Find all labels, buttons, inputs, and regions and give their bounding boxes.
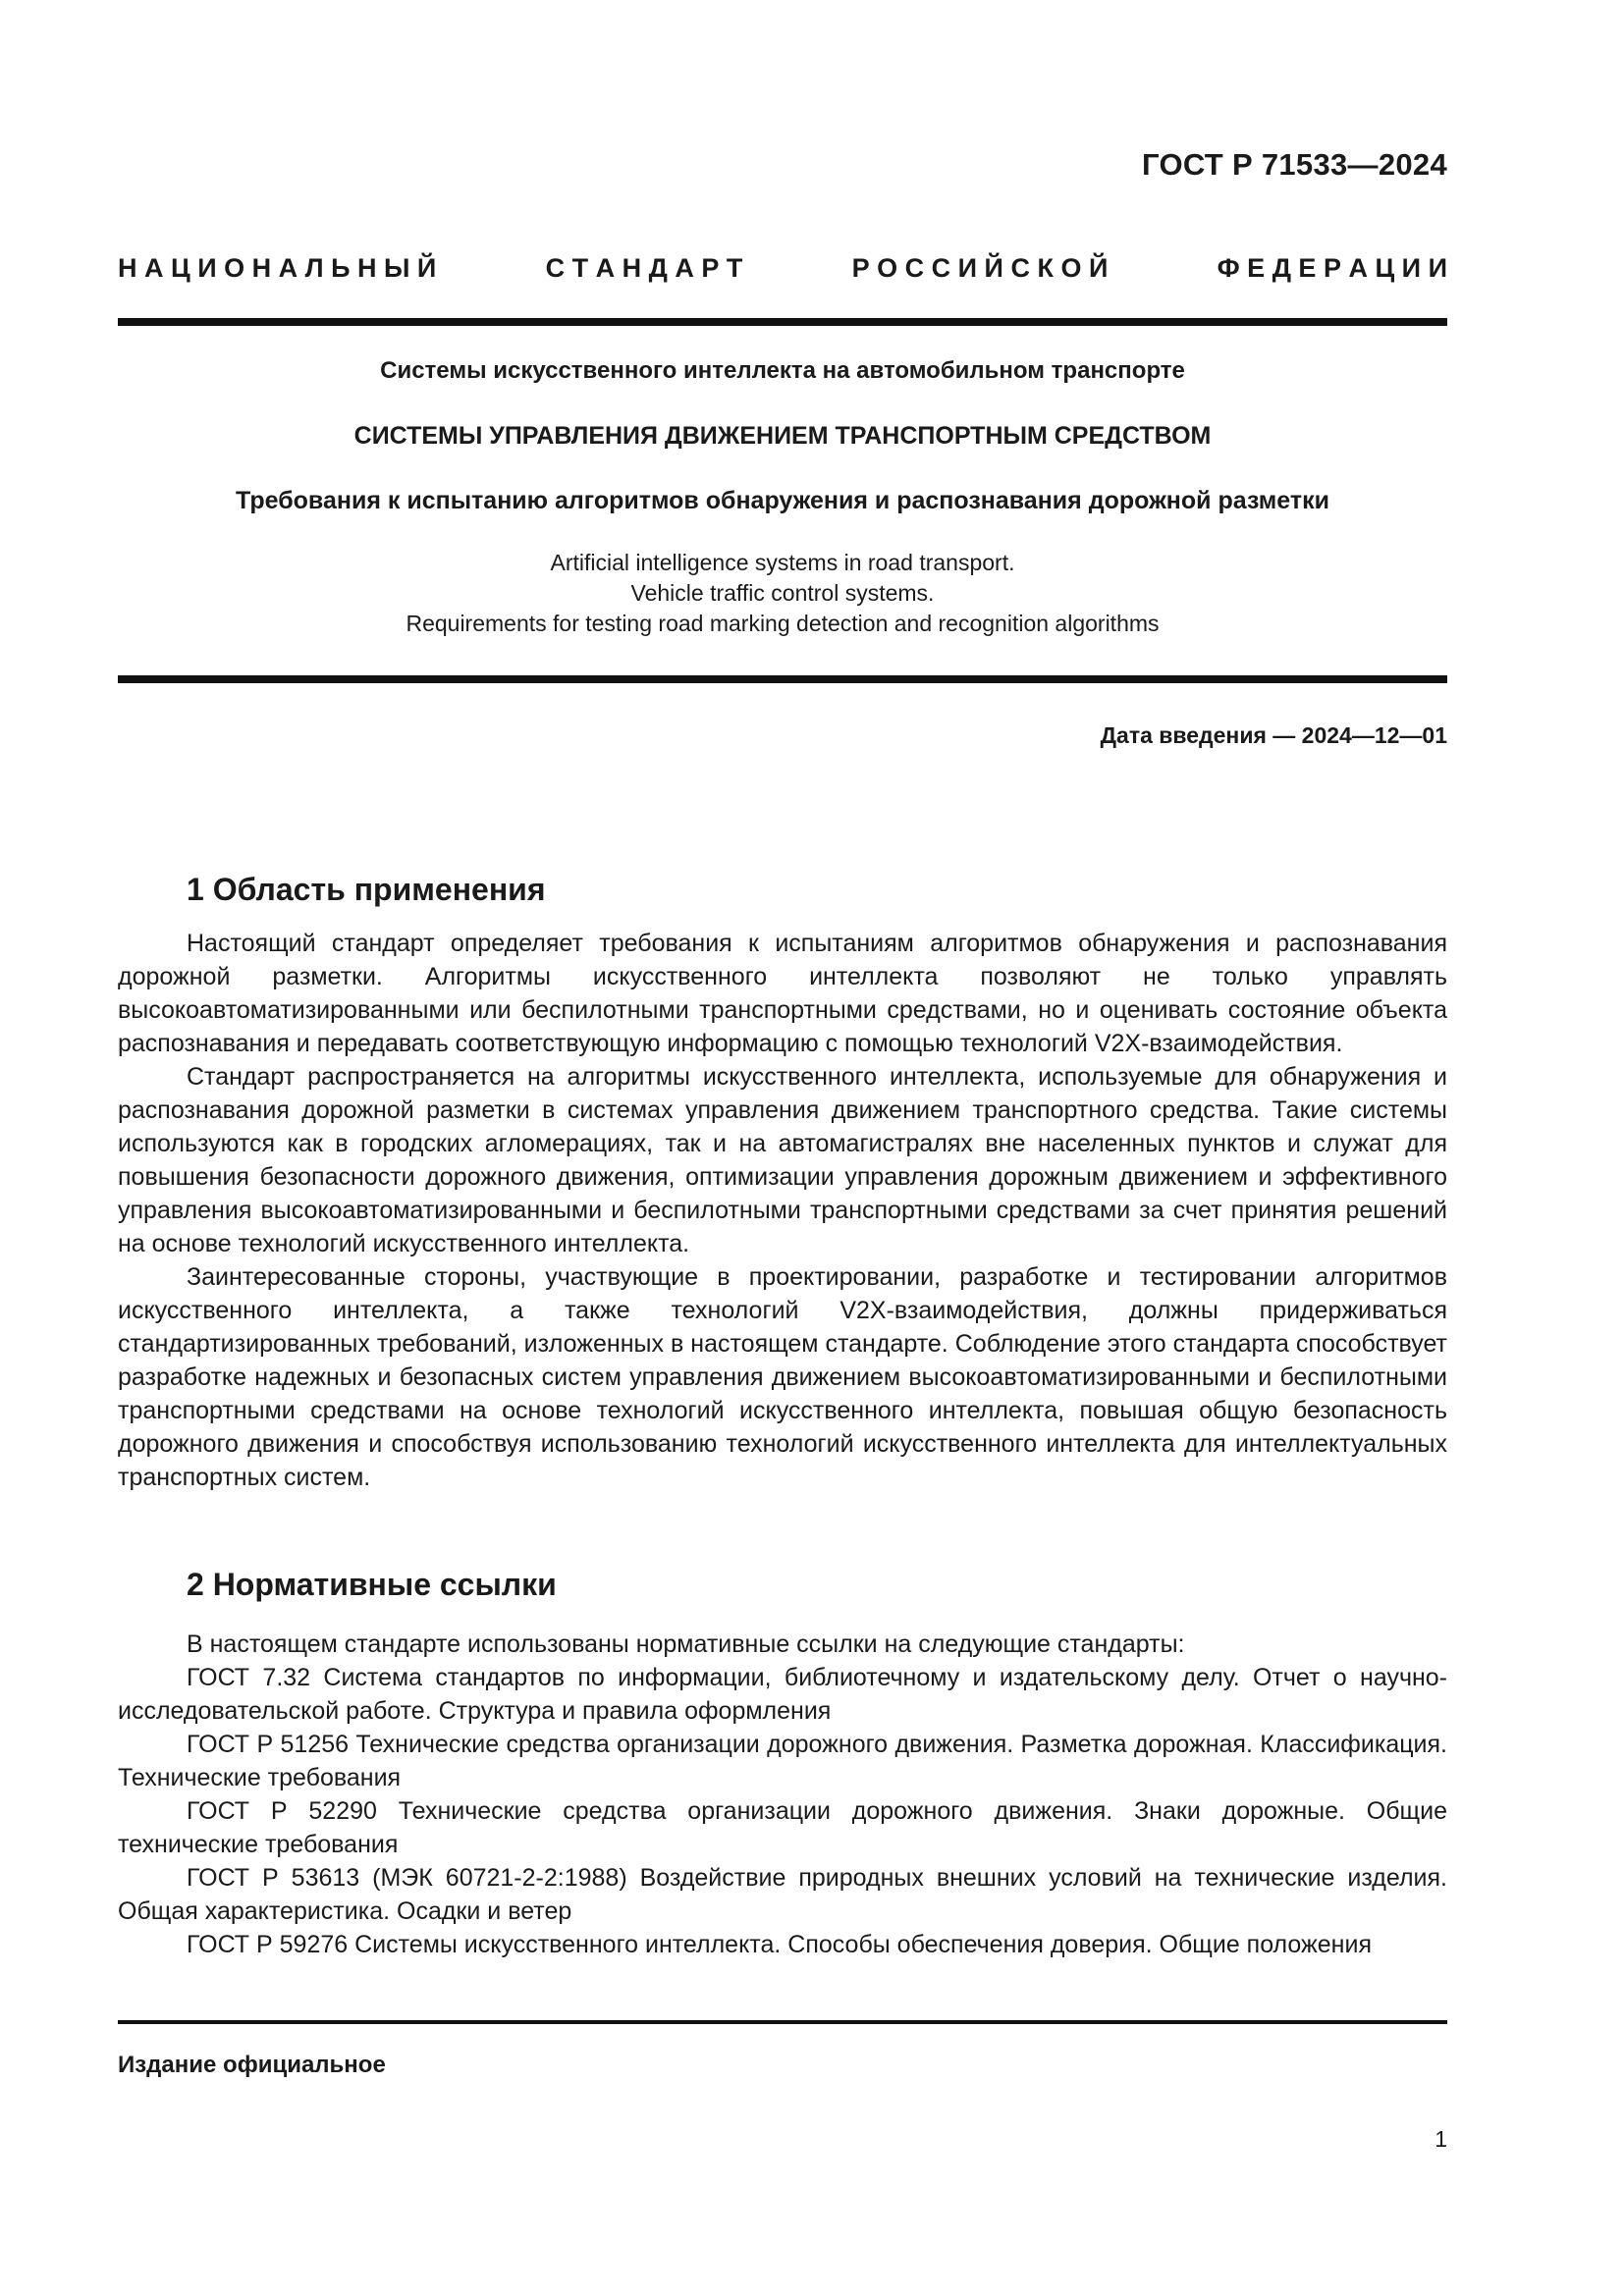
national-standard-heading — [118, 253, 1447, 284]
english-title-line: Requirements for testing road marking detection and recognition algorithms — [406, 611, 1160, 636]
paragraph: Стандарт распространяется на алгоритмы искусственного интеллекта, используемые для обнаружения и распознавания дорожной разметки в системах управления движением транспортного средства. Такие системы используются как в городских агломерациях, так и на автомагистралях вне населенных пунктов и служат для повышения безопасности дорожного движения, оптимизации управления дорожным движением и эффективного управления высокоавтоматизированными и беспилотными транспортными средствами за счет принятия решений на основе технологий искусственного интеллекта. — [118, 1063, 1447, 1257]
national-word: Р О С С И Й С К О Й — [851, 253, 1109, 283]
title-sub: Требования к испытанию алгоритмов обнаружения и распознавания дорожной разметки — [236, 487, 1329, 514]
official-edition-label: Издание официальное — [118, 2052, 386, 2078]
title-general: Системы искусственного интеллекта на автомобильном транспорте — [380, 357, 1185, 384]
title-main: СИСТЕМЫ УПРАВЛЕНИЯ ДВИЖЕНИЕМ ТРАНСПОРТНЫМ СРЕДСТВОМ — [353, 422, 1212, 450]
section-1-heading: 1 Область применения — [187, 872, 546, 907]
section-2-heading: 2 Нормативные ссылки — [187, 1567, 557, 1602]
page-number: 1 — [1435, 2126, 1447, 2152]
english-title-line: Artificial intelligence systems in road transport. — [550, 550, 1015, 575]
english-title-line: Vehicle traffic control systems. — [630, 580, 935, 606]
national-word: Ф Е Д Е Р А Ц И И — [1217, 253, 1447, 283]
document-number: ГОСТ Р 71533—2024 — [1142, 147, 1447, 182]
reference-item: ГОСТ Р 59276 Системы искусственного интеллекта. Способы обеспечения доверия. Общие положения — [187, 1931, 1372, 1958]
reference-item: ГОСТ Р 52290 Технические средства организации дорожного движения. Знаки дорожные. Общие технические требования — [118, 1797, 1447, 1858]
national-word: С Т А Н Д А Р Т — [545, 253, 743, 283]
paragraph: Заинтересованные стороны, участвующие в проектировании, разработке и тестировании алгоритмов искусственного интеллекта, а также технологий V2X-взаимодействия, должны придерживаться стандартизированных требований, изложенных в настоящем стандарте. Соблюдение этого стандарта способствует разработке надежных и безопасных систем управления движением высокоавтоматизированными и беспилотными транспортными средствами на основе технологий искусственного интеллекта, повышая общую безопасность дорожного движения и способствуя использованию технологий искусственного интеллекта для интеллектуальных транспортных систем. — [118, 1263, 1447, 1491]
paragraph: В настоящем стандарте использованы нормативные ссылки на следующие стандарты: — [187, 1630, 1185, 1658]
english-title-block — [118, 548, 1447, 639]
section-2-body — [118, 1628, 1447, 1961]
reference-item: ГОСТ 7.32 Система стандартов по информации, библиотечному и издательскому делу. Отчет о научно-исследовательской работе. Структура и правила оформления — [118, 1664, 1447, 1725]
header-rule — [118, 318, 1447, 326]
reference-item: ГОСТ Р 51256 Технические средства организации дорожного движения. Разметка дорожная. Классификация. Технические требования — [118, 1731, 1447, 1791]
national-word: Н А Ц И О Н А Л Ь Н Ы Й — [118, 253, 437, 283]
footer-rule — [118, 2020, 1447, 2024]
introduction-date: Дата введения — 2024—12—01 — [1100, 722, 1447, 748]
reference-item: ГОСТ Р 53613 (МЭК 60721-2-2:1988) Воздействие природных внешних условий на технические изделия. Общая характеристика. Осадки и ветер — [118, 1864, 1447, 1925]
title-rule — [118, 675, 1447, 683]
section-1-body — [118, 927, 1447, 1494]
paragraph: Настоящий стандарт определяет требования к испытаниям алгоритмов обнаружения и распознавания дорожной разметки. Алгоритмы искусственного интеллекта позволяют не только управлять высокоавтоматизированными или беспилотными транспортными средствами, но и оценивать состояние объекта распознавания и передавать соответствующую информацию с помощью технологий V2X-взаимодействия. — [118, 930, 1447, 1057]
